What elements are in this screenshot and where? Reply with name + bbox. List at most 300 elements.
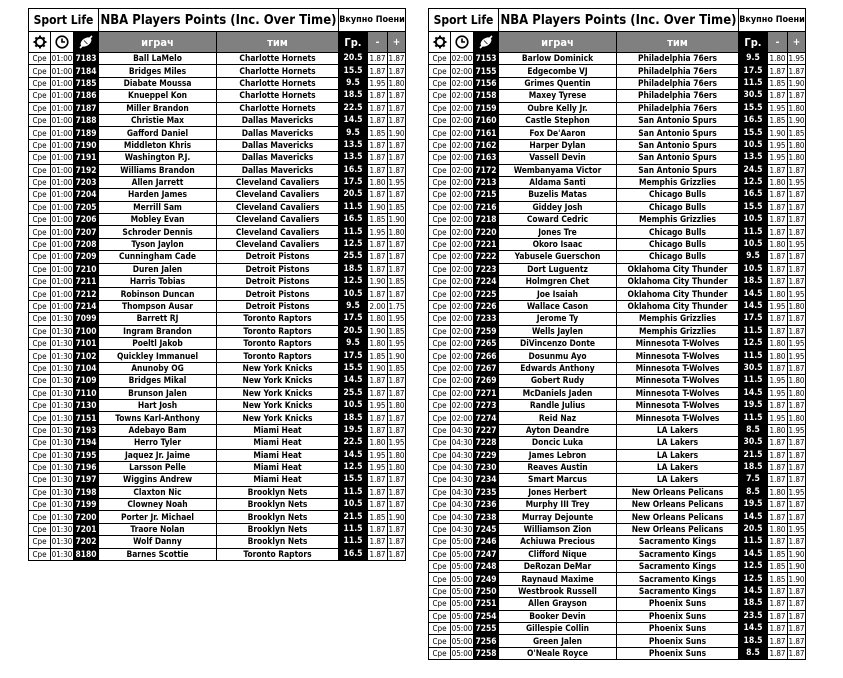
day-cell: Сре <box>429 189 451 201</box>
over-odds[interactable]: 1.90 <box>388 128 405 138</box>
player-cell: Jerome Ty <box>499 313 617 325</box>
under-odds[interactable]: 1.87 <box>769 599 786 609</box>
time-cell: 01:30 <box>51 500 73 510</box>
under-odds[interactable]: 1.87 <box>369 549 386 559</box>
time-cell: 05:00 <box>451 636 473 646</box>
player-cell: Allen Jarrett <box>99 176 217 188</box>
under-odds[interactable]: 1.80 <box>769 240 786 250</box>
under-odds[interactable]: 1.87 <box>769 215 786 225</box>
over-odds[interactable]: 1.80 <box>388 401 405 411</box>
over-odds[interactable]: 1.87 <box>388 537 405 547</box>
over-odds[interactable]: 1.87 <box>788 91 805 101</box>
over-odds[interactable]: 1.87 <box>788 264 805 274</box>
under-odds[interactable]: 1.80 <box>769 178 786 188</box>
over-odds[interactable]: 1.87 <box>388 413 405 423</box>
over-column-header: + <box>388 32 406 53</box>
under-odds[interactable]: 2.00 <box>369 302 386 311</box>
code-cell: 7109 <box>74 375 99 387</box>
under-odds[interactable]: 1.85 <box>769 549 786 559</box>
table-row <box>429 536 806 548</box>
player-cell: Maxey Tyrese <box>499 90 617 102</box>
over-odds[interactable]: 1.95 <box>788 240 805 250</box>
code-cell: 7189 <box>74 127 99 139</box>
code-cell: 7155 <box>474 65 499 77</box>
over-odds[interactable]: 1.80 <box>388 227 405 237</box>
over-odds[interactable]: 1.87 <box>788 586 805 596</box>
points-line: 8.5 <box>739 424 768 436</box>
points-line: 12.5 <box>739 573 768 585</box>
player-cell: Schroder Dennis <box>99 226 217 238</box>
team-cell: New Orleans Pelicans <box>617 499 739 511</box>
table-row <box>29 288 406 300</box>
under-odds[interactable]: 1.80 <box>769 289 786 299</box>
points-line: 20.5 <box>339 325 368 337</box>
team-cell: Cleveland Cavaliers <box>217 201 339 213</box>
over-odds[interactable]: 1.87 <box>388 525 405 535</box>
under-odds[interactable]: 1.87 <box>769 401 786 411</box>
code-cell: 7250 <box>474 585 499 597</box>
time-cell: 01:30 <box>51 537 73 547</box>
over-odds[interactable]: 1.85 <box>788 128 805 138</box>
team-cell: New York Knicks <box>217 412 339 424</box>
under-odds[interactable]: 1.87 <box>769 636 786 646</box>
under-odds[interactable]: 1.87 <box>369 425 386 435</box>
player-cell: Aldama Santi <box>499 176 617 188</box>
under-odds[interactable]: 1.87 <box>369 153 386 163</box>
day-cell: Сре <box>29 548 51 560</box>
under-odds[interactable]: 1.80 <box>769 339 786 349</box>
day-cell: Сре <box>429 474 451 486</box>
under-odds[interactable]: 1.87 <box>369 66 386 76</box>
under-column-header: - <box>368 32 388 53</box>
team-cell: Charlotte Hornets <box>217 65 339 77</box>
points-line: 22.5 <box>339 437 368 449</box>
over-odds[interactable]: 1.87 <box>788 66 805 76</box>
under-odds[interactable]: 1.87 <box>369 289 386 299</box>
under-odds[interactable]: 1.87 <box>369 264 386 274</box>
table-row <box>429 399 806 411</box>
over-odds[interactable]: 1.95 <box>388 314 405 324</box>
over-odds[interactable]: 1.87 <box>388 487 405 497</box>
under-odds[interactable]: 1.90 <box>369 202 386 212</box>
under-odds[interactable]: 1.87 <box>369 116 386 126</box>
player-cell: Hart Josh <box>99 399 217 411</box>
code-cell: 7099 <box>74 313 99 325</box>
over-odds[interactable]: 1.85 <box>388 277 405 287</box>
under-odds[interactable]: 1.80 <box>369 314 386 324</box>
under-odds[interactable]: 1.87 <box>769 463 786 473</box>
day-cell: Сре <box>429 375 451 387</box>
over-odds[interactable]: 1.87 <box>788 512 805 522</box>
under-odds[interactable]: 1.90 <box>369 326 386 336</box>
over-odds[interactable]: 1.87 <box>388 66 405 76</box>
left-panel <box>28 8 428 561</box>
under-odds[interactable]: 1.87 <box>769 190 786 200</box>
under-odds[interactable]: 1.85 <box>369 512 386 522</box>
over-odds[interactable]: 1.87 <box>788 252 805 262</box>
time-cell: 01:30 <box>51 463 73 473</box>
points-line: 16.5 <box>339 164 368 176</box>
under-odds[interactable]: 1.95 <box>369 463 386 473</box>
no-football-icon <box>474 32 499 53</box>
points-line: 12.5 <box>339 461 368 473</box>
points-line: 11.5 <box>339 226 368 238</box>
under-odds[interactable]: 1.87 <box>369 388 386 398</box>
code-cell: 7236 <box>474 499 499 511</box>
under-odds[interactable]: 1.87 <box>769 165 786 175</box>
points-line: 10.5 <box>739 214 768 226</box>
code-cell: 7194 <box>74 437 99 449</box>
time-cell: 01:00 <box>51 178 73 188</box>
over-odds[interactable]: 1.87 <box>388 116 405 126</box>
player-cell: Castle Stephon <box>499 114 617 126</box>
over-odds[interactable]: 1.95 <box>788 425 805 435</box>
over-odds[interactable]: 1.87 <box>388 376 405 386</box>
player-cell: Barnes Scottie <box>99 548 217 560</box>
over-odds[interactable]: 1.85 <box>388 326 405 336</box>
over-odds[interactable]: 1.87 <box>388 54 405 64</box>
under-odds[interactable]: 1.87 <box>369 525 386 535</box>
day-cell: Сре <box>429 325 451 337</box>
day-cell: Сре <box>29 499 51 511</box>
over-odds[interactable]: 1.87 <box>788 326 805 336</box>
over-odds[interactable]: 1.87 <box>788 500 805 510</box>
table-row <box>29 350 406 362</box>
table-row <box>29 90 406 102</box>
player-cell: Edgecombe VJ <box>499 65 617 77</box>
points-line: 11.5 <box>739 350 768 362</box>
time-cell: 01:30 <box>51 326 73 336</box>
team-cell: Sacramento Kings <box>617 536 739 548</box>
over-odds[interactable]: 1.87 <box>788 450 805 460</box>
under-odds[interactable]: 1.87 <box>769 512 786 522</box>
over-odds[interactable]: 1.87 <box>788 648 805 658</box>
day-cell: Сре <box>429 90 451 102</box>
under-odds[interactable]: 1.87 <box>369 537 386 547</box>
over-odds[interactable]: 1.95 <box>788 339 805 349</box>
table-row <box>429 561 806 573</box>
over-odds[interactable]: 1.87 <box>788 463 805 473</box>
code-cell: 7208 <box>74 238 99 250</box>
left-odds-table <box>28 8 406 561</box>
over-odds[interactable]: 1.80 <box>788 140 805 150</box>
under-odds[interactable]: 1.87 <box>769 326 786 336</box>
time-cell: 01:00 <box>51 103 73 113</box>
time-cell: 04:30 <box>451 500 473 510</box>
over-odds[interactable]: 1.87 <box>388 153 405 163</box>
under-odds[interactable]: 1.87 <box>369 500 386 510</box>
time-cell: 02:00 <box>451 413 473 423</box>
player-cell: Wolf Danny <box>99 536 217 548</box>
over-odds[interactable]: 1.87 <box>388 549 405 559</box>
under-odds[interactable]: 1.85 <box>769 562 786 572</box>
time-cell: 02:00 <box>451 388 473 398</box>
player-cell: Herro Tyler <box>99 437 217 449</box>
over-odds[interactable]: 1.80 <box>388 450 405 460</box>
team-cell: Oklahoma City Thunder <box>617 276 739 288</box>
under-odds[interactable]: 1.80 <box>769 487 786 497</box>
over-odds[interactable]: 1.95 <box>388 178 405 188</box>
over-odds[interactable]: 1.85 <box>388 202 405 212</box>
day-cell: Сре <box>429 139 451 151</box>
under-odds[interactable]: 1.95 <box>769 413 786 423</box>
points-line: 12.5 <box>339 238 368 250</box>
table-row <box>429 214 806 226</box>
under-odds[interactable]: 1.87 <box>369 103 386 113</box>
under-odds[interactable]: 1.87 <box>369 413 386 423</box>
table-row <box>29 152 406 164</box>
day-cell: Сре <box>29 201 51 213</box>
under-odds[interactable]: 1.87 <box>369 140 386 150</box>
day-cell: Сре <box>29 325 51 337</box>
time-cell: 02:00 <box>451 91 473 101</box>
over-odds[interactable]: 1.90 <box>788 78 805 88</box>
over-odds[interactable]: 1.87 <box>788 202 805 212</box>
over-odds[interactable]: 1.80 <box>388 463 405 473</box>
points-line: 15.5 <box>739 201 768 213</box>
over-odds[interactable]: 1.87 <box>388 425 405 435</box>
under-odds[interactable]: 1.87 <box>369 165 386 175</box>
over-odds[interactable]: 1.87 <box>788 599 805 609</box>
points-line: 13.5 <box>339 139 368 151</box>
under-odds[interactable]: 1.87 <box>769 277 786 287</box>
code-cell: 7267 <box>474 362 499 374</box>
under-odds[interactable]: 1.85 <box>769 574 786 584</box>
day-cell: Сре <box>29 536 51 548</box>
player-cell: Reaves Austin <box>499 461 617 473</box>
over-odds[interactable]: 1.87 <box>788 277 805 287</box>
over-odds[interactable]: 1.87 <box>788 475 805 485</box>
under-odds[interactable]: 1.87 <box>769 202 786 212</box>
under-odds[interactable]: 1.95 <box>369 401 386 411</box>
over-odds[interactable]: 1.87 <box>788 215 805 225</box>
over-odds[interactable]: 1.87 <box>388 264 405 274</box>
under-odds[interactable]: 1.87 <box>369 190 386 200</box>
over-odds[interactable]: 1.87 <box>788 314 805 324</box>
over-odds[interactable]: 1.80 <box>788 413 805 423</box>
under-odds[interactable]: 1.87 <box>769 450 786 460</box>
over-odds[interactable]: 1.87 <box>788 363 805 373</box>
points-line: 11.5 <box>339 536 368 548</box>
under-odds[interactable]: 1.87 <box>769 648 786 658</box>
team-cell: San Antonio Spurs <box>617 127 739 139</box>
over-odds[interactable]: 1.90 <box>388 351 405 361</box>
under-odds[interactable]: 1.87 <box>369 91 386 101</box>
code-cell: 7201 <box>74 523 99 535</box>
player-cell: Fox De'Aaron <box>499 127 617 139</box>
code-cell: 7220 <box>474 226 499 238</box>
table-row <box>429 263 806 275</box>
time-cell: 02:00 <box>451 140 473 150</box>
over-odds[interactable]: 1.95 <box>388 339 405 349</box>
over-odds[interactable]: 1.87 <box>788 611 805 621</box>
under-odds[interactable]: 1.87 <box>769 227 786 237</box>
over-odds[interactable]: 1.90 <box>388 512 405 522</box>
over-odds[interactable]: 1.80 <box>788 153 805 163</box>
table-row <box>29 53 406 65</box>
over-odds[interactable]: 1.80 <box>788 376 805 386</box>
under-odds[interactable]: 1.95 <box>769 103 786 113</box>
over-odds[interactable]: 1.87 <box>388 140 405 150</box>
over-odds[interactable]: 1.87 <box>388 240 405 250</box>
code-cell: 7222 <box>474 251 499 263</box>
under-odds[interactable]: 1.85 <box>369 215 386 225</box>
over-odds[interactable]: 1.75 <box>388 302 405 311</box>
player-cell: Buzelis Matas <box>499 189 617 201</box>
time-cell: 04:30 <box>451 512 473 522</box>
under-odds[interactable]: 1.95 <box>369 450 386 460</box>
under-odds[interactable]: 1.95 <box>769 140 786 150</box>
over-odds[interactable]: 1.87 <box>388 289 405 299</box>
over-odds[interactable]: 1.95 <box>788 289 805 299</box>
over-odds[interactable]: 1.90 <box>788 562 805 572</box>
under-odds[interactable]: 1.80 <box>769 525 786 535</box>
over-odds[interactable]: 1.87 <box>788 401 805 411</box>
team-cell: San Antonio Spurs <box>617 114 739 126</box>
over-odds[interactable]: 1.90 <box>788 116 805 126</box>
table-row <box>29 189 406 201</box>
under-odds[interactable]: 1.87 <box>769 475 786 485</box>
over-odds[interactable]: 1.87 <box>788 624 805 634</box>
over-odds[interactable]: 1.95 <box>788 487 805 497</box>
over-odds[interactable]: 1.80 <box>788 302 805 311</box>
table-row <box>29 461 406 473</box>
under-odds[interactable]: 1.87 <box>769 363 786 373</box>
time-cell: 01:30 <box>51 525 73 535</box>
under-odds[interactable]: 1.90 <box>369 363 386 373</box>
under-odds[interactable]: 1.87 <box>769 314 786 324</box>
under-odds[interactable]: 1.87 <box>769 91 786 101</box>
table-row <box>429 449 806 461</box>
over-odds[interactable]: 1.87 <box>388 500 405 510</box>
team-cell: Memphis Grizzlies <box>617 176 739 188</box>
under-odds[interactable]: 1.87 <box>369 252 386 262</box>
over-odds[interactable]: 1.87 <box>388 103 405 113</box>
under-odds[interactable]: 1.95 <box>769 153 786 163</box>
under-odds[interactable]: 1.87 <box>769 537 786 547</box>
under-odds[interactable]: 1.95 <box>769 388 786 398</box>
over-odds[interactable]: 1.87 <box>788 636 805 646</box>
under-odds[interactable]: 1.95 <box>369 78 386 88</box>
under-odds[interactable]: 1.87 <box>369 487 386 497</box>
over-odds[interactable]: 1.90 <box>388 215 405 225</box>
over-odds[interactable]: 1.90 <box>788 574 805 584</box>
over-odds[interactable]: 1.95 <box>788 351 805 361</box>
under-odds[interactable]: 1.95 <box>369 227 386 237</box>
over-odds[interactable]: 1.87 <box>788 227 805 237</box>
under-odds[interactable]: 1.80 <box>769 425 786 435</box>
under-odds[interactable]: 1.87 <box>369 240 386 250</box>
over-odds[interactable]: 1.80 <box>388 78 405 88</box>
under-odds[interactable]: 1.95 <box>769 376 786 386</box>
over-odds[interactable]: 1.80 <box>788 388 805 398</box>
under-odds[interactable]: 1.85 <box>769 116 786 126</box>
points-line: 11.5 <box>339 523 368 535</box>
under-odds[interactable]: 1.87 <box>369 475 386 485</box>
under-odds[interactable]: 1.90 <box>769 128 786 138</box>
under-odds[interactable]: 1.85 <box>369 351 386 361</box>
under-odds[interactable]: 1.80 <box>369 438 386 448</box>
over-odds[interactable]: 1.87 <box>788 190 805 200</box>
under-odds[interactable]: 1.87 <box>369 376 386 386</box>
player-cell: Quickley Immanuel <box>99 350 217 362</box>
over-odds[interactable]: 1.85 <box>388 363 405 373</box>
team-cell: New York Knicks <box>217 387 339 399</box>
time-cell: 02:00 <box>451 190 473 200</box>
player-cell: Diabate Moussa <box>99 77 217 89</box>
under-odds[interactable]: 1.87 <box>369 54 386 64</box>
under-odds[interactable]: 1.80 <box>369 339 386 349</box>
day-cell: Сре <box>429 523 451 535</box>
over-odds[interactable]: 1.87 <box>388 475 405 485</box>
code-cell: 8180 <box>74 548 99 560</box>
points-line: 18.5 <box>739 461 768 473</box>
under-odds[interactable]: 1.80 <box>769 54 786 64</box>
under-odds[interactable]: 1.87 <box>769 586 786 596</box>
over-odds[interactable]: 1.87 <box>388 190 405 200</box>
code-cell: 7245 <box>474 523 499 535</box>
player-cell: Washington P.J. <box>99 152 217 164</box>
over-odds[interactable]: 1.95 <box>388 438 405 448</box>
under-odds[interactable]: 1.87 <box>769 252 786 262</box>
under-odds[interactable]: 1.85 <box>769 78 786 88</box>
points-line: 17.5 <box>339 313 368 325</box>
time-cell: 04:30 <box>451 463 473 473</box>
team-cell: Philadelphia 76ers <box>617 77 739 89</box>
day-cell: Сре <box>29 399 51 411</box>
over-odds[interactable]: 1.87 <box>388 91 405 101</box>
player-cell: Anunoby OG <box>99 362 217 374</box>
team-cell: Detroit Pistons <box>217 251 339 263</box>
player-cell: Smart Marcus <box>499 474 617 486</box>
day-cell: Сре <box>429 536 451 548</box>
under-odds[interactable]: 1.87 <box>769 624 786 634</box>
under-odds[interactable]: 1.80 <box>769 351 786 361</box>
under-odds[interactable]: 1.87 <box>769 66 786 76</box>
time-cell: 01:30 <box>51 401 73 411</box>
over-odds[interactable]: 1.87 <box>788 165 805 175</box>
team-cell: Toronto Raptors <box>217 325 339 337</box>
over-odds[interactable]: 1.87 <box>388 165 405 175</box>
over-odds[interactable]: 1.95 <box>788 525 805 535</box>
under-odds[interactable]: 1.87 <box>769 438 786 448</box>
under-odds[interactable]: 1.87 <box>769 264 786 274</box>
day-cell: Сре <box>29 412 51 424</box>
over-odds[interactable]: 1.90 <box>788 549 805 559</box>
under-odds[interactable]: 1.87 <box>769 611 786 621</box>
under-odds[interactable]: 1.80 <box>369 178 386 188</box>
over-odds[interactable]: 1.80 <box>788 103 805 113</box>
code-cell: 7197 <box>74 474 99 486</box>
under-odds[interactable]: 1.95 <box>769 302 786 311</box>
code-cell: 7199 <box>74 499 99 511</box>
team-cell: Phoenix Suns <box>617 647 739 659</box>
table-row <box>429 585 806 597</box>
over-odds[interactable]: 1.87 <box>788 438 805 448</box>
day-cell: Сре <box>429 635 451 647</box>
over-odds[interactable]: 1.87 <box>788 537 805 547</box>
over-odds[interactable]: 1.87 <box>388 252 405 262</box>
over-odds[interactable]: 1.95 <box>788 178 805 188</box>
day-cell: Сре <box>429 387 451 399</box>
player-cell: Mobley Evan <box>99 214 217 226</box>
under-odds[interactable]: 1.85 <box>369 128 386 138</box>
under-odds[interactable]: 1.87 <box>769 500 786 510</box>
under-odds[interactable]: 1.90 <box>369 277 386 287</box>
over-odds[interactable]: 1.95 <box>788 54 805 64</box>
over-odds[interactable]: 1.87 <box>388 388 405 398</box>
table-row <box>429 437 806 449</box>
